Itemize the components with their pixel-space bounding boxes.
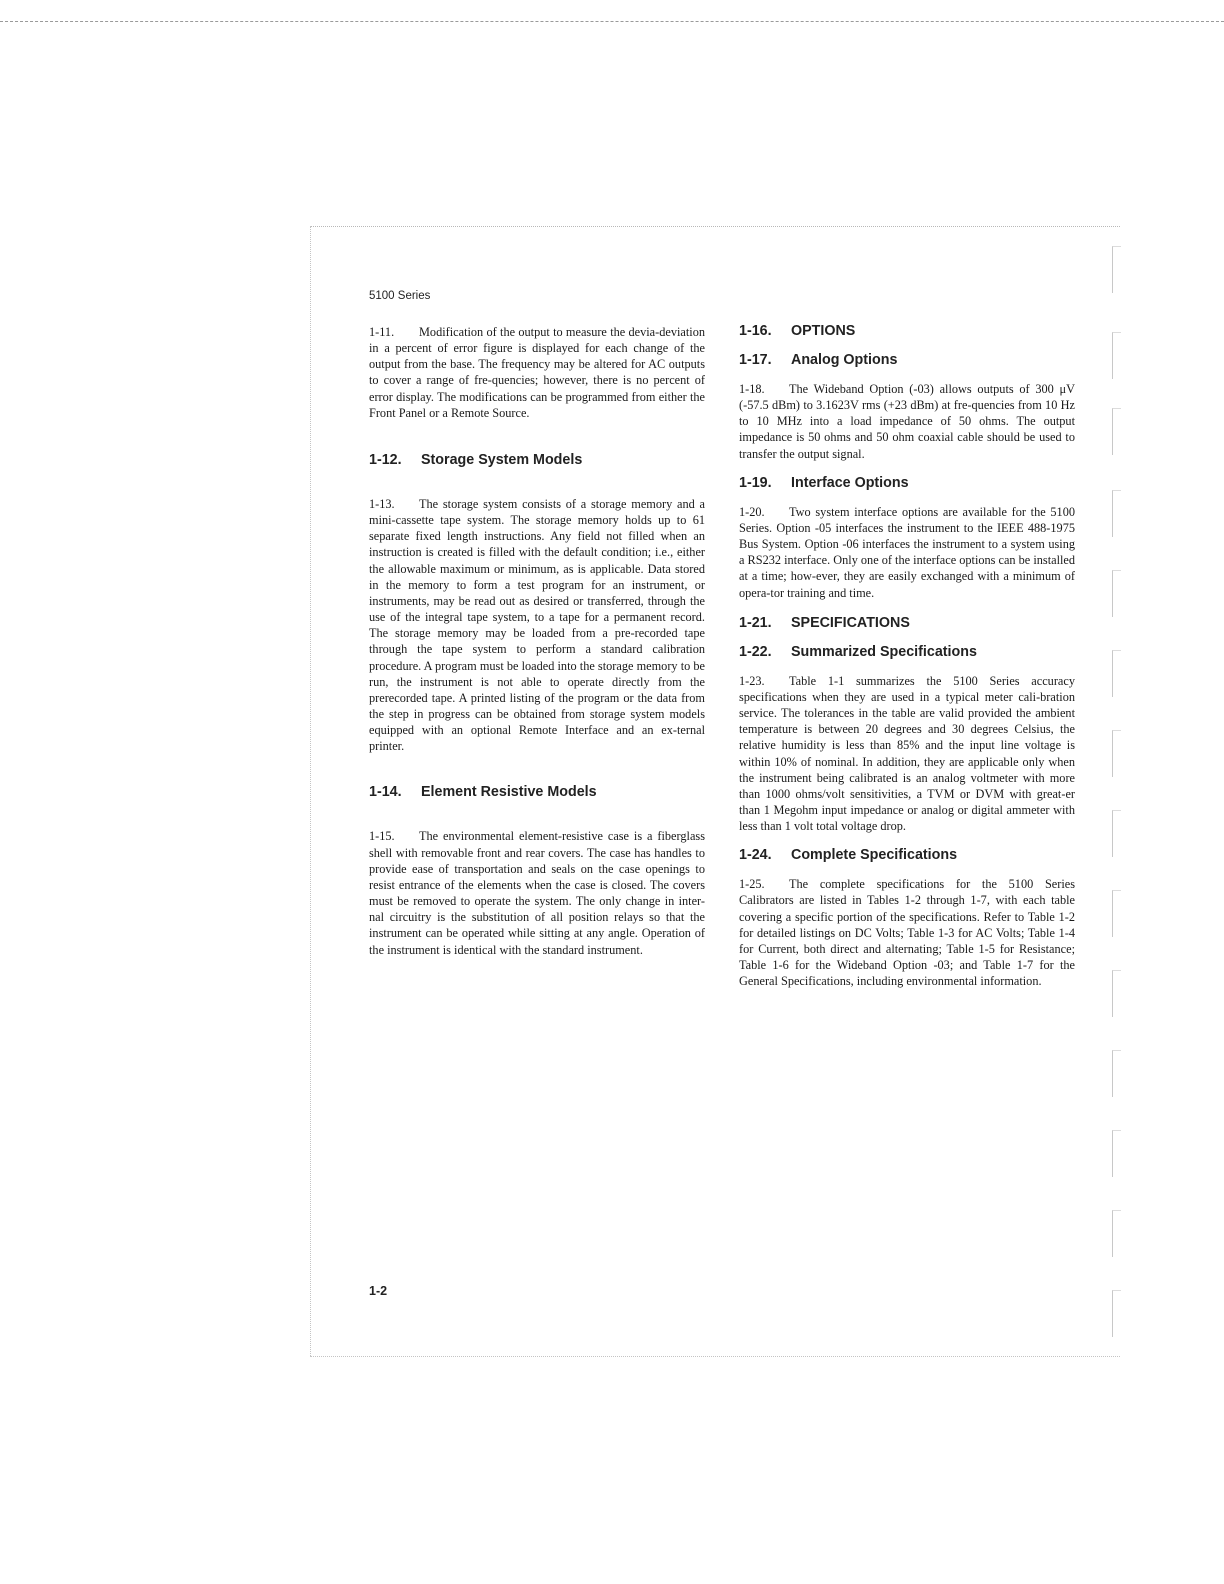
paragraph-number: 1-25. xyxy=(739,877,765,892)
section-title: OPTIONS xyxy=(791,323,856,339)
paragraph-text: The environmental element-resistive case is a fiberglass shell with removable front and rear covers. The case has handles to provide ease of transportation and seals on the case openings to resist entrance of the elements when the case is closed. The covers must be removed to operate the system. The only change in inter-nal circuitry is the substitution of all position relays so that the instrument can be operated while sitting at any angle. Operation of the instrument is identical with the standard instrument. xyxy=(369,829,705,957)
right-column xyxy=(739,322,1075,989)
paragraph-number: 1-11. xyxy=(369,325,395,339)
section-number: 1-17. xyxy=(739,352,772,368)
paragraph-number: 1-20. xyxy=(739,504,765,519)
section-title: Storage System Models xyxy=(421,451,583,468)
paragraph-number: 1-18. xyxy=(739,382,765,396)
paragraph-1-25 xyxy=(739,876,1075,989)
page-frame-top xyxy=(310,226,1120,227)
section-number: 1-14. xyxy=(369,784,402,801)
section-number: 1-22. xyxy=(739,643,772,660)
paragraph-1-23 xyxy=(739,673,1075,835)
page-frame-left xyxy=(310,226,311,1356)
paragraph-1-11 xyxy=(369,324,705,421)
paragraph-text: The storage system consists of a storage memory and a mini-cassette tape system. The storage memory holds up to 61 separate fixed length instructions. Any field not filled when an instruction is created is filled with the default condition; i.e., either the allowable maximum or minimum, as is applicable. Data stored in the memory to form a test program for an instrument, or instruments, may be read out as desired or transferred, through the use of the integral tape system, to a tape for a permanent record. The storage memory may be loaded from a pre-recorded tape through the tape system to perform a standard calibration procedure. A program must be loaded into the storage memory to be run, the instrument is not able to operate directly from the prerecorded tape. A printed listing of the program or the data from the step in progress can be obtained from storage system models equipped with an optional Remote Interface and an ex-ternal printer. xyxy=(369,496,705,754)
section-heading-1-17 xyxy=(739,351,1075,369)
section-title: Interface Options xyxy=(791,474,909,491)
section-title: Analog Options xyxy=(791,352,898,368)
page-frame-bottom xyxy=(310,1356,1120,1357)
paragraph-text: Table 1-1 summarizes the 5100 Series accuracy specifications when they are used in a typical meter cali-bration service. The tolerances in the table are valid provided the ambient temperature is between 20 degrees and 30 degrees Celsius, the relative humidity is less than 85% and the input line voltage is within 10% of nominal. In addition, they are applicable only when the instrument being calibrated is an analog voltmeter with more than 1000 ohms/volt sensitivities, a TVM or DVM with great-er than 1 Megohm input impedance or analog or digital ammeter with less than 1 volt total voltage drop. xyxy=(739,673,1075,834)
section-heading-1-12 xyxy=(369,451,705,469)
section-heading-1-14 xyxy=(369,783,705,801)
section-title: Complete Specifications xyxy=(791,847,958,864)
paragraph-text: The Wideband Option (-03) allows outputs of 300 μV (-57.5 dBm) to 3.1623V rms (+23 dBm) at fre-quencies from 10 Hz to 10 MHz into a load impedance of 50 ohms. The output impedance is 50 ohms and 50 ohm coaxial cable should be used to transfer the output signal. xyxy=(739,382,1075,461)
section-number: 1-24. xyxy=(739,847,772,864)
section-heading-1-16 xyxy=(739,322,1075,340)
section-number: 1-19. xyxy=(739,474,772,491)
section-number: 1-16. xyxy=(739,323,772,339)
paragraph-number: 1-15. xyxy=(369,829,395,844)
paragraph-1-15 xyxy=(369,828,705,957)
section-number: 1-12. xyxy=(369,451,402,468)
section-number: 1-21. xyxy=(739,614,772,631)
left-column xyxy=(369,324,705,958)
paragraph-number: 1-13. xyxy=(369,496,395,511)
section-heading-1-24 xyxy=(739,846,1075,864)
paragraph-1-13 xyxy=(369,496,705,755)
paragraph-1-20 xyxy=(739,504,1075,601)
section-title: SPECIFICATIONS xyxy=(791,614,910,631)
paragraph-number: 1-23. xyxy=(739,673,765,688)
page-number: 1-2 xyxy=(369,1284,388,1298)
paragraph-text: Modification of the output to measure the devia-deviation in a percent of error figure is displayed for each change of the output from the base. The frequency may be altered for AC outputs to cover a range of fre-quencies; however, there is no percent of error display. The modifications can be programmed from either the Front Panel or a Remote Source. xyxy=(369,325,705,420)
top-scan-border xyxy=(0,21,1224,22)
section-heading-1-19 xyxy=(739,474,1075,492)
binding-edge-marks xyxy=(1108,240,1128,1350)
section-title: Summarized Specifications xyxy=(791,643,977,660)
section-title: Element Resistive Models xyxy=(421,784,597,801)
section-heading-1-22 xyxy=(739,643,1075,661)
running-header: 5100 Series xyxy=(369,290,431,302)
paragraph-text: Two system interface options are available for the 5100 Series. Option -05 interfaces the instrument to the IEEE 488-1975 Bus System. Option -06 interfaces the instrument to a system using a RS232 interface. Only one of the interface options can be installed at a time; how-ever, they are easily exchanged with a minimum of opera-tor training and time. xyxy=(739,504,1076,600)
section-heading-1-21 xyxy=(739,614,1075,632)
paragraph-text: The complete specifications for the 5100 Series Calibrators are listed in Tables 1-2 through 1-7, with each table covering a specific portion of the specifications. Refer to Table 1-2 for detailed listings on DC Volts; Table 1-3 for AC Volts; Table 1-4 for Current, both direct and alternating; Table 1-5 for Resistance; Table 1-6 for the Wideband Option -03; and Table 1-7 for the General Specifications, including environmental information. xyxy=(739,877,1075,989)
paragraph-1-18 xyxy=(739,381,1075,462)
